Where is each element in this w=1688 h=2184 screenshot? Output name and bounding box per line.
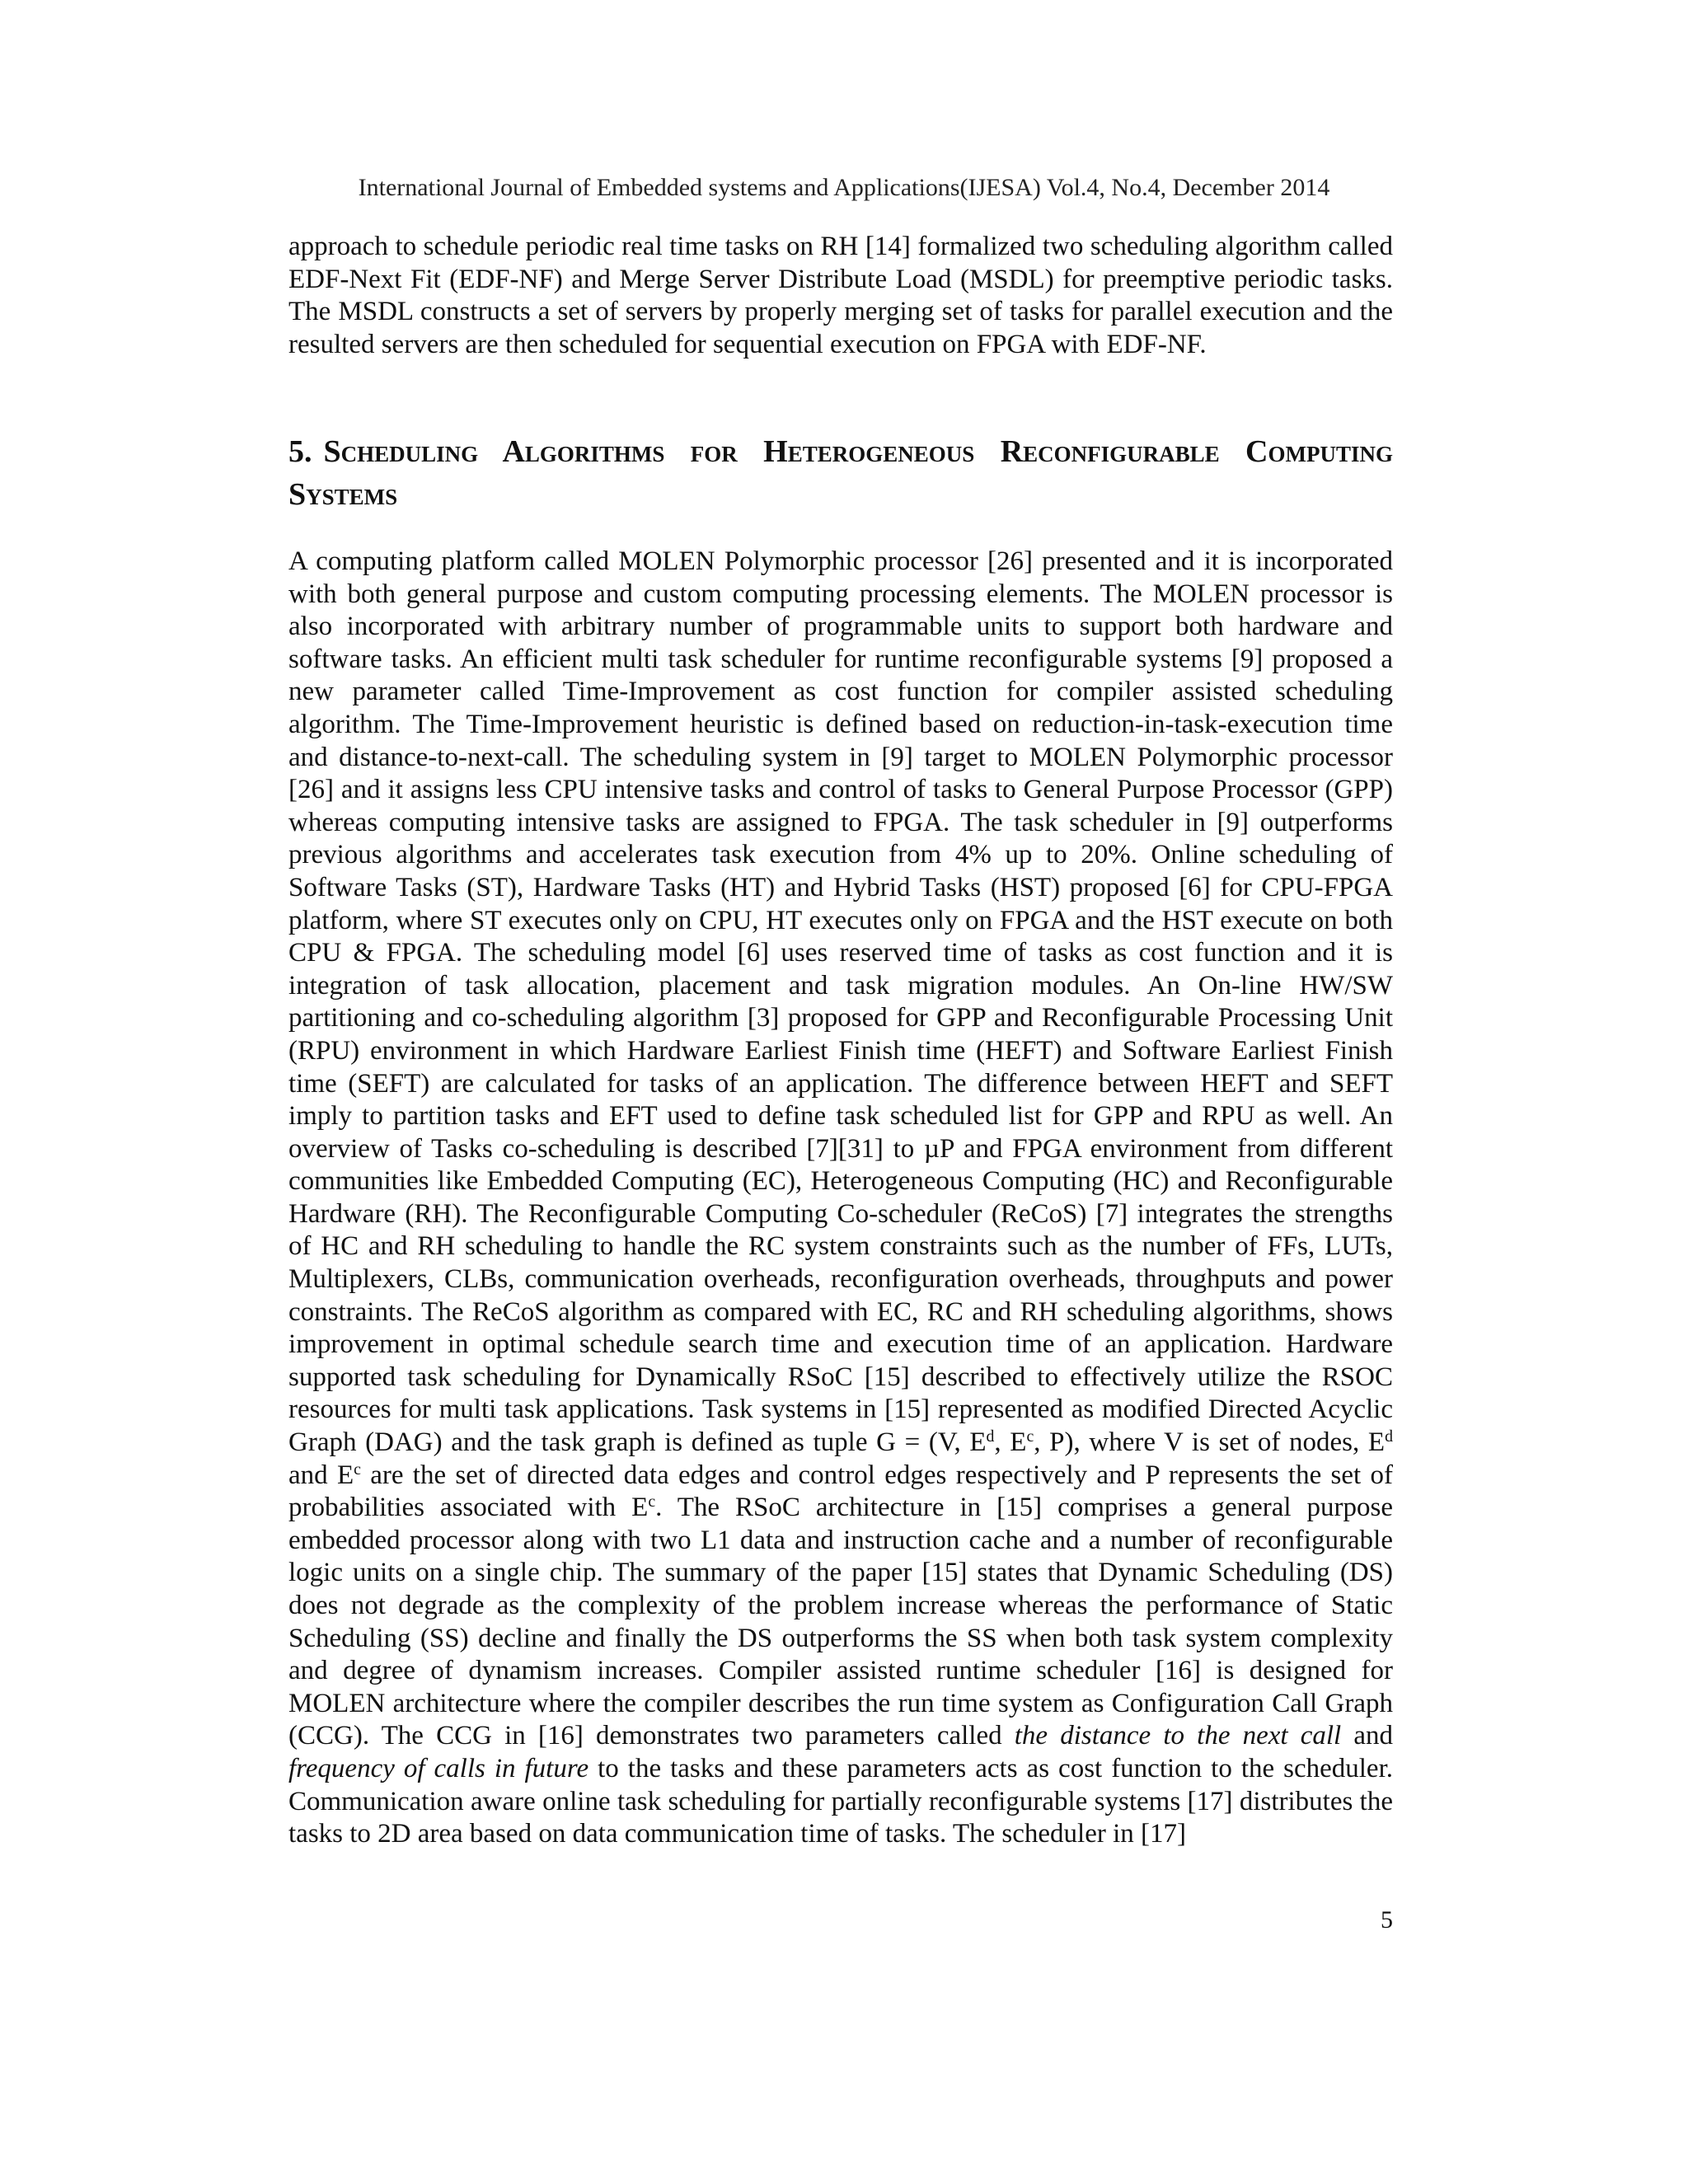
paragraph-continued: approach to schedule periodic real time tasks on RH [14] formalized two scheduling algorithm called EDF-Next Fit (EDF-NF) and Merge Server Distribute Load (MSDL) for preemptive periodic tasks. The MSDL constructs a set of servers by properly merging set of tasks for parallel execution and the resulted servers are then scheduled for sequential execution on FPGA with EDF-NF. xyxy=(288,232,1393,359)
text-run: , P), where V is set of nodes, E xyxy=(1034,1427,1386,1458)
section-heading xyxy=(288,430,1393,516)
superscript: d xyxy=(1385,1427,1393,1446)
section-title: Scheduling Algorithms for Heterogeneous Reconfigurable Computing Systems xyxy=(288,434,1393,512)
text-run: , E xyxy=(994,1427,1027,1458)
running-header: International Journal of Embedded systems and Applications(IJESA) Vol.4, No.4, December 2014 xyxy=(358,174,1330,201)
text-run: and xyxy=(1341,1721,1393,1751)
text-run: are the set of directed data edges and control edges respectively and P represents the set of probabilities associated with E xyxy=(288,1460,1393,1523)
superscript: c xyxy=(648,1493,656,1511)
page-number: 5 xyxy=(1381,1906,1393,1933)
paragraph-scheduling-algorithms xyxy=(288,546,1393,1851)
text-run: to the tasks and these parameters acts as cost function to the scheduler. Communication aware online task scheduling for partially reconfigurable systems [17] distributes the tasks to 2D area based on data communication time of tasks. The scheduler in [17] xyxy=(288,1753,1394,1849)
section-number: 5. xyxy=(288,434,312,469)
text-run: and E xyxy=(288,1460,354,1490)
text-run: . The RSoC architecture in [15] comprises a general purpose embedded processor along with two L1 data and instruction cache and a number of reconfigurable logic units on a single chip. The summary of the paper [15] states that Dynamic Scheduling (DS) does not degrade as the complexity of the problem increase whereas the performance of Static Scheduling (SS) decline and finally the DS outperforms the SS when both task system complexity and degree of dynamism increases. Compiler assisted runtime scheduler [16] is designed for MOLEN architecture where the compiler describes the run time system as Configuration Call Graph (CCG). The CCG in [16] demonstrates two parameters called xyxy=(288,1493,1394,1751)
text-run: A computing platform called MOLEN Polymorphic processor [26] presented and it is incorporated with both general purpose and custom computing processing elements. The MOLEN processor is also incorporated with arbitrary number of programmable units to support both hardware and software tasks. An efficient multi task scheduler for runtime reconfigurable systems [9] proposed a new parameter called Time-Improvement as cost function for compiler assisted scheduling algorithm. The Time-Improvement heuristic is defined based on reduction-in-task-execution time and distance-to-next-call. The scheduling system in [9] target to MOLEN Polymorphic processor [26] and it assigns less CPU intensive tasks and control of tasks to General Purpose Processor (GPP) whereas computing intensive tasks are assigned to FPGA. The task scheduler in [9] outperforms previous algorithms and accelerates task execution from 4% up to 20%. Online scheduling of Software Tasks (ST), Hardware Tasks (HT) and Hybrid Tasks (HST) proposed [6] for CPU-FPGA platform, where ST executes only on CPU, HT executes only on FPGA and the HST execute on both CPU & FPGA. The scheduling model [6] uses reserved time of tasks as cost function and it is integration of task allocation, placement and task migration modules. An On-line HW/SW partitioning and co-scheduling algorithm [3] proposed for GPP and Reconfigurable Processing Unit (RPU) environment in which Hardware Earliest Finish time (HEFT) and Software Earliest Finish time (SEFT) are calculated for tasks of an application. The difference between HEFT and SEFT imply to partition tasks and EFT used to define task scheduled list for GPP and RPU as well. An overview of Tasks co-scheduling is described [7][31] to µP and FPGA environment from different communities like Embedded Computing (EC), Heterogeneous Computing (HC) and Reconfigurable Hardware (RH). The Reconfigurable Computing Co-scheduler (ReCoS) [7] integrates the strengths of HC and RH scheduling to handle the RC system constraints such as the number of FFs, LUTs, Multiplexers, CLBs, communication overheads, reconfiguration overheads, throughputs and power constraints. The ReCoS algorithm as compared with EC, RC and RH scheduling algorithms, shows improvement in optimal schedule search time and execution time of an application. Hardware supported task scheduling for Dynamically RSoC [15] described to effectively utilize the RSOC resources for multi task applications. Task systems in [15] represented as modified Directed Acyclic Graph (DAG) and the task graph is defined as tuple G = (V, E xyxy=(288,546,1393,1458)
superscript: d xyxy=(986,1427,995,1446)
superscript: c xyxy=(354,1460,361,1479)
superscript: c xyxy=(1026,1427,1034,1446)
italic-term: the distance to the next call xyxy=(1014,1721,1342,1751)
italic-term: frequency of calls in future xyxy=(288,1753,589,1783)
